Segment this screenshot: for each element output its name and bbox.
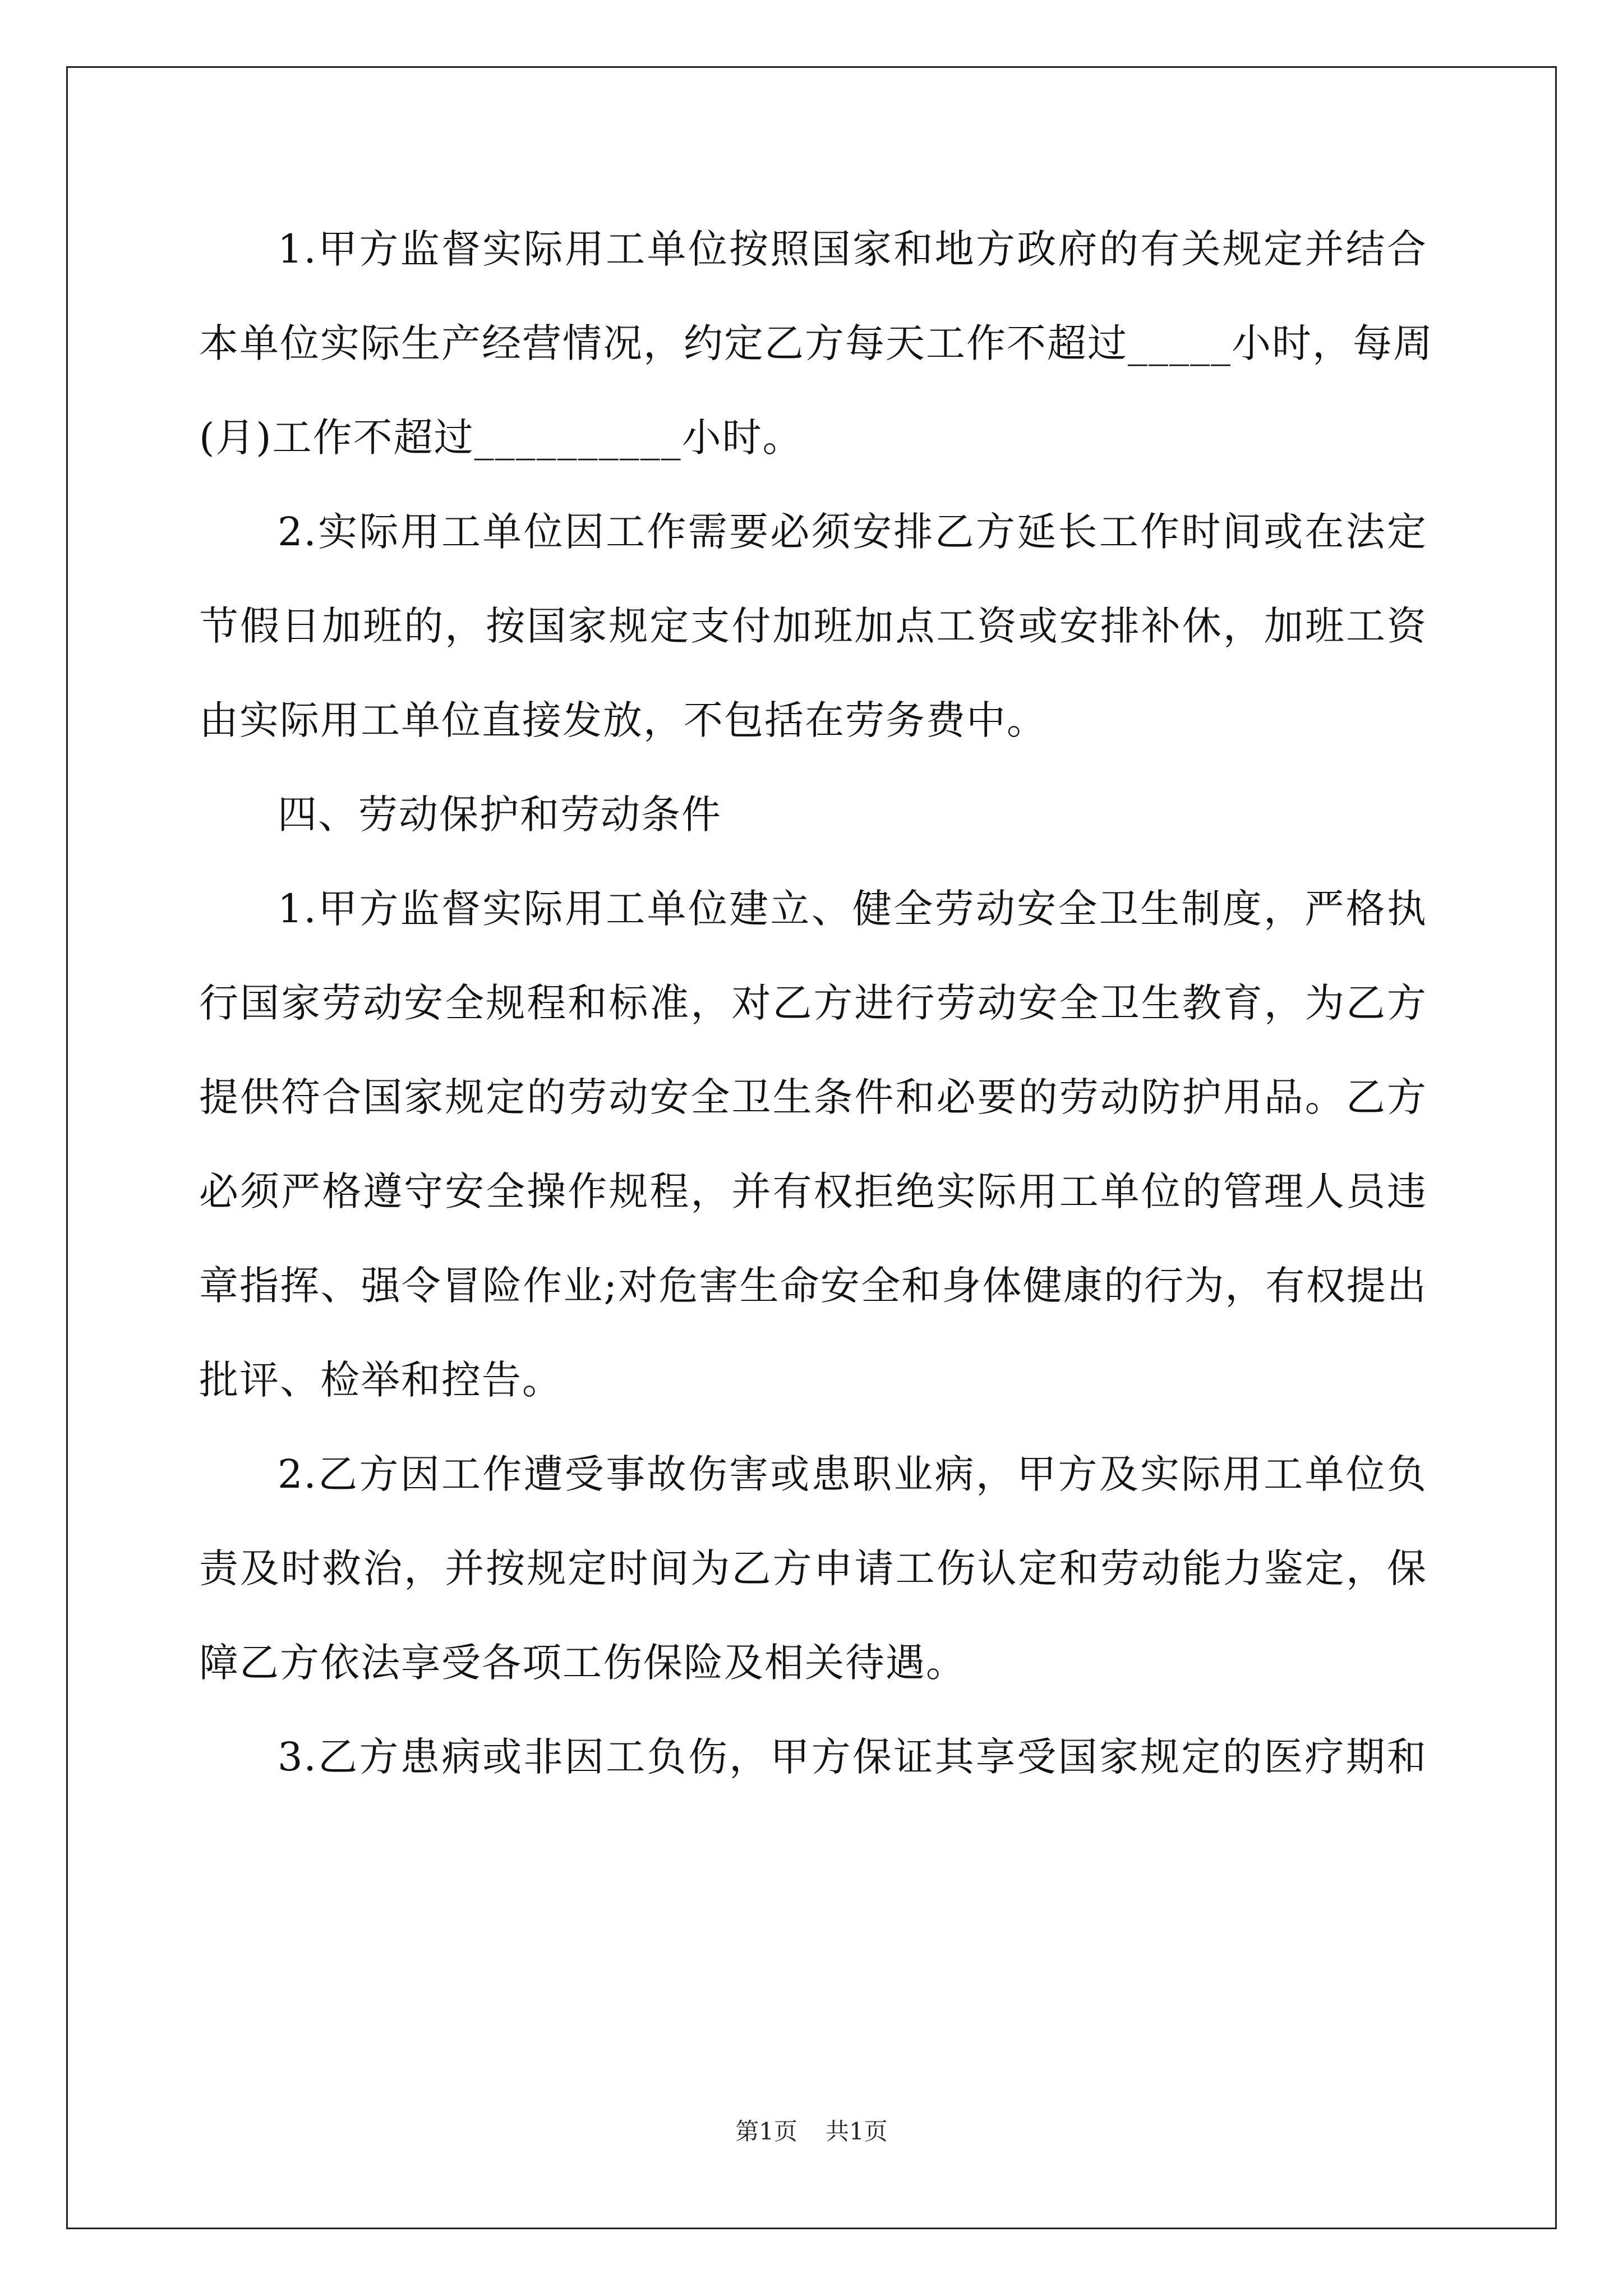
text-line: 由实际用工单位直接发放，不包括在劳务费中。	[199, 697, 1047, 743]
text-line: 提供符合国家规定的劳动安全卫生条件和必要的劳动防护用品。乙方	[199, 1074, 1427, 1120]
text-line: 1.甲方监督实际用工单位建立、健全劳动安全卫生制度，严格执	[278, 886, 1427, 932]
text-line: 本单位实际生产经营情况，约定乙方每天工作不超过_____小时，每周	[199, 320, 1433, 366]
text-line: 章指挥、强令冒险作业;对危害生命安全和身体健康的行为，有权提出	[199, 1263, 1427, 1309]
text-line: 2.实际用工单位因工作需要必须安排乙方延长工作时间或在法定	[278, 509, 1427, 555]
text-line: 3.乙方患病或非因工负伤，甲方保证其享受国家规定的医疗期和	[278, 1734, 1427, 1780]
text-line: 批评、检举和控告。	[199, 1357, 562, 1403]
text-line: 障乙方依法享受各项工伤保险及相关待遇。	[199, 1640, 966, 1686]
text-line: 2.乙方因工作遭受事故伤害或患职业病，甲方及实际用工单位负	[278, 1451, 1427, 1497]
document-body	[199, 202, 1433, 1804]
page-total: 共1页	[826, 2118, 888, 2145]
text-line: 责及时救治，并按规定时间为乙方申请工伤认定和劳动能力鉴定，保	[199, 1545, 1427, 1591]
page-footer	[0, 2115, 1623, 2148]
section-heading: 四、劳动保护和劳动条件	[278, 792, 722, 838]
text-line: (月)工作不超过__________小时。	[199, 415, 803, 461]
page-number: 第1页	[735, 2118, 797, 2145]
text-line: 必须严格遵守安全操作规程，并有权拒绝实际用工单位的管理人员违	[199, 1168, 1427, 1214]
text-line: 行国家劳动安全规程和标准，对乙方进行劳动安全卫生教育，为乙方	[199, 980, 1427, 1026]
text-line: 节假日加班的，按国家规定支付加班加点工资或安排补休，加班工资	[199, 603, 1427, 649]
text-line: 1.甲方监督实际用工单位按照国家和地方政府的有关规定并结合	[278, 226, 1427, 272]
